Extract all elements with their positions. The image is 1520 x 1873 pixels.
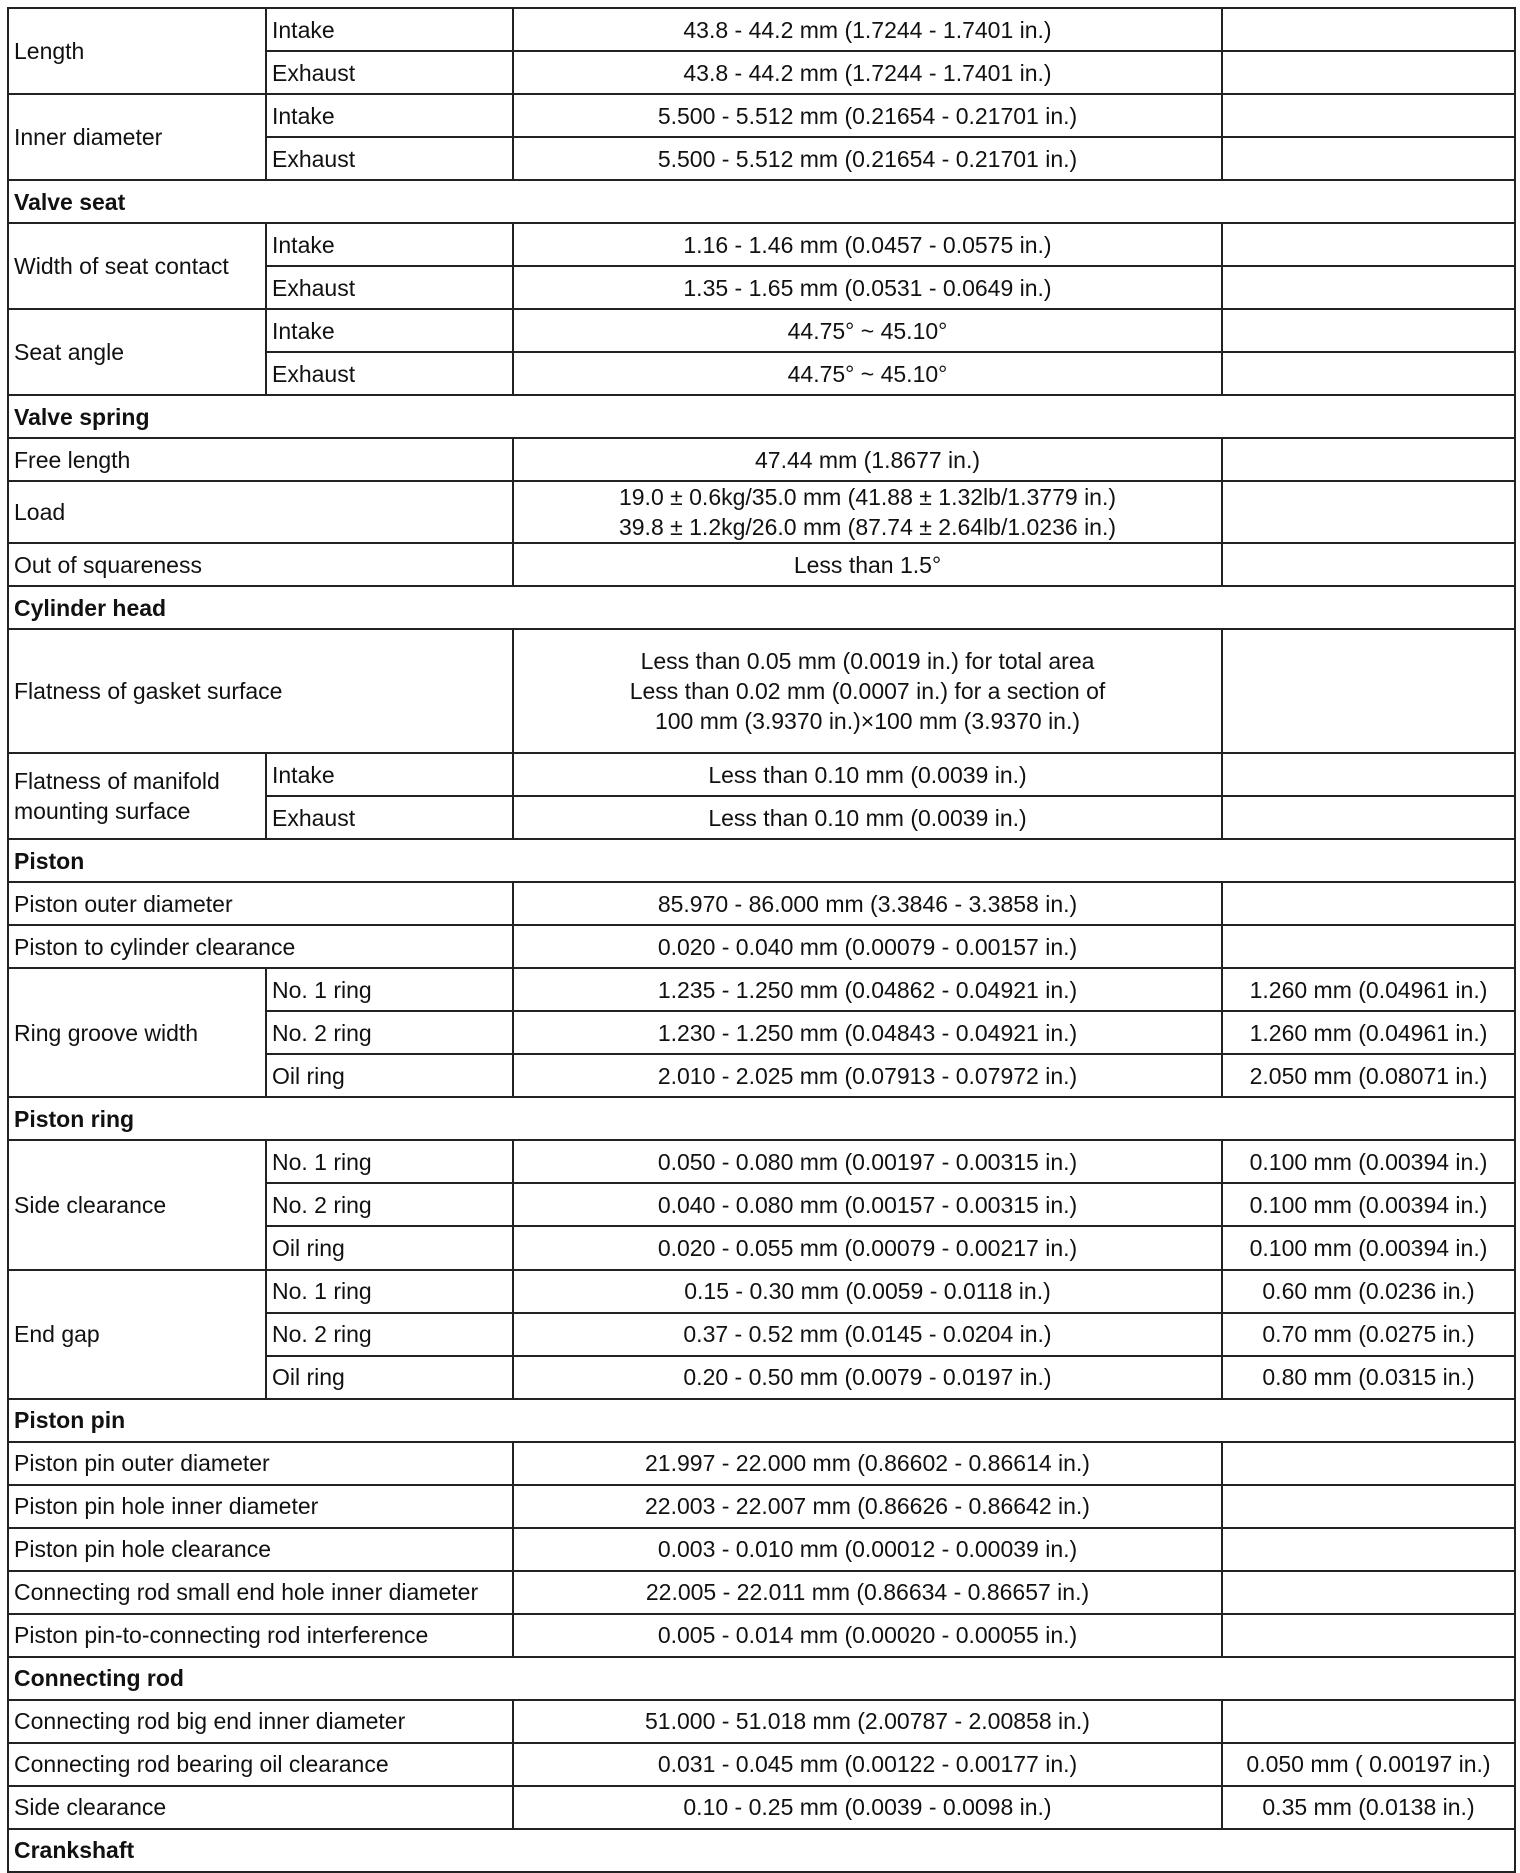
section-heading: Connecting rod — [8, 1657, 1515, 1700]
spec-value: 44.75° ~ 45.10° — [513, 309, 1222, 352]
spec-value: 5.500 - 5.512 mm (0.21654 - 0.21701 in.) — [513, 137, 1222, 180]
spec-limit — [1222, 1485, 1515, 1528]
section-heading: Cylinder head — [8, 586, 1515, 629]
spec-limit — [1222, 1571, 1515, 1614]
spec-sublabel: Exhaust — [266, 51, 513, 94]
spec-sublabel: Intake — [266, 8, 513, 51]
spec-limit — [1222, 882, 1515, 925]
table-row — [8, 1528, 1515, 1571]
spec-value: 1.16 - 1.46 mm (0.0457 - 0.0575 in.) — [513, 223, 1222, 266]
spec-limit — [1222, 1700, 1515, 1743]
table-row — [8, 94, 1515, 137]
section-heading: Valve seat — [8, 180, 1515, 223]
spec-label: Seat angle — [8, 309, 266, 395]
spec-value: 47.44 mm (1.8677 in.) — [513, 438, 1222, 481]
section-row-cylinder-head — [8, 586, 1515, 629]
spec-limit — [1222, 1528, 1515, 1571]
spec-label: Inner diameter — [8, 94, 266, 180]
spec-label: Piston pin outer diameter — [8, 1442, 513, 1485]
spec-limit: 0.80 mm (0.0315 in.) — [1222, 1356, 1515, 1399]
spec-value: 5.500 - 5.512 mm (0.21654 - 0.21701 in.) — [513, 94, 1222, 137]
spec-value: Less than 0.10 mm (0.0039 in.) — [513, 796, 1222, 839]
spec-value: 1.35 - 1.65 mm (0.0531 - 0.0649 in.) — [513, 266, 1222, 309]
spec-limit: 0.100 mm (0.00394 in.) — [1222, 1183, 1515, 1226]
spec-limit: 0.100 mm (0.00394 in.) — [1222, 1140, 1515, 1183]
spec-limit — [1222, 796, 1515, 839]
spec-limit — [1222, 352, 1515, 395]
spec-sublabel: Intake — [266, 753, 513, 796]
spec-label: Load — [8, 481, 513, 543]
spec-sublabel: Intake — [266, 223, 513, 266]
spec-value: 1.235 - 1.250 mm (0.04862 - 0.04921 in.) — [513, 968, 1222, 1011]
spec-label: Side clearance — [8, 1786, 513, 1829]
spec-limit — [1222, 1614, 1515, 1657]
spec-sublabel: Exhaust — [266, 266, 513, 309]
table-row — [8, 1270, 1515, 1313]
spec-limit — [1222, 94, 1515, 137]
spec-value: 0.003 - 0.010 mm (0.00012 - 0.00039 in.) — [513, 1528, 1222, 1571]
spec-value: 0.020 - 0.055 mm (0.00079 - 0.00217 in.) — [513, 1226, 1222, 1269]
table-row — [8, 1140, 1515, 1183]
spec-value: 1.230 - 1.250 mm (0.04843 - 0.04921 in.) — [513, 1011, 1222, 1054]
table-row — [8, 753, 1515, 796]
spec-limit: 1.260 mm (0.04961 in.) — [1222, 968, 1515, 1011]
spec-label: Piston to cylinder clearance — [8, 925, 513, 968]
spec-limit: 0.70 mm (0.0275 in.) — [1222, 1313, 1515, 1356]
spec-label: Piston pin-to-connecting rod interference — [8, 1614, 513, 1657]
table-row — [8, 1571, 1515, 1614]
spec-label: Flatness of manifold mounting surface — [8, 753, 266, 839]
table-row — [8, 1485, 1515, 1528]
spec-label: Connecting rod small end hole inner diameter — [8, 1571, 513, 1614]
section-row-crankshaft — [8, 1829, 1515, 1872]
spec-label: Piston pin hole clearance — [8, 1528, 513, 1571]
table-row — [8, 8, 1515, 51]
spec-limit — [1222, 1442, 1515, 1485]
table-row — [8, 925, 1515, 968]
spec-limit — [1222, 266, 1515, 309]
spec-sublabel: Exhaust — [266, 137, 513, 180]
spec-limit: 0.050 mm ( 0.00197 in.) — [1222, 1743, 1515, 1786]
spec-value: 0.020 - 0.040 mm (0.00079 - 0.00157 in.) — [513, 925, 1222, 968]
table-row — [8, 968, 1515, 1011]
spec-sublabel: No. 2 ring — [266, 1183, 513, 1226]
spec-sublabel: No. 2 ring — [266, 1011, 513, 1054]
spec-value: 43.8 - 44.2 mm (1.7244 - 1.7401 in.) — [513, 51, 1222, 94]
spec-label: Side clearance — [8, 1140, 266, 1269]
spec-value: Less than 0.10 mm (0.0039 in.) — [513, 753, 1222, 796]
spec-limit — [1222, 543, 1515, 586]
spec-value: Less than 0.05 mm (0.0019 in.) for total area Less than 0.02 mm (0.0007 in.) for a section of 100 mm (3.9370 in.)×100 mm (3.9370 in.) — [513, 629, 1222, 753]
spec-sublabel: Intake — [266, 309, 513, 352]
spec-value: 0.37 - 0.52 mm (0.0145 - 0.0204 in.) — [513, 1313, 1222, 1356]
spec-limit — [1222, 137, 1515, 180]
spec-value: 0.040 - 0.080 mm (0.00157 - 0.00315 in.) — [513, 1183, 1222, 1226]
spec-label: Flatness of gasket surface — [8, 629, 513, 753]
spec-limit: 2.050 mm (0.08071 in.) — [1222, 1054, 1515, 1097]
table-row — [8, 1786, 1515, 1829]
spec-value: 44.75° ~ 45.10° — [513, 352, 1222, 395]
spec-sublabel: Intake — [266, 94, 513, 137]
spec-limit: 0.35 mm (0.0138 in.) — [1222, 1786, 1515, 1829]
spec-value: 22.005 - 22.011 mm (0.86634 - 0.86657 in.) — [513, 1571, 1222, 1614]
spec-limit: 1.260 mm (0.04961 in.) — [1222, 1011, 1515, 1054]
spec-value: 0.20 - 0.50 mm (0.0079 - 0.0197 in.) — [513, 1356, 1222, 1399]
spec-sublabel: Exhaust — [266, 352, 513, 395]
spec-value: 0.10 - 0.25 mm (0.0039 - 0.0098 in.) — [513, 1786, 1222, 1829]
table-row — [8, 309, 1515, 352]
spec-value: 21.997 - 22.000 mm (0.86602 - 0.86614 in.) — [513, 1442, 1222, 1485]
section-heading: Crankshaft — [8, 1829, 1515, 1872]
spec-value: 19.0 ± 0.6kg/35.0 mm (41.88 ± 1.32lb/1.3779 in.) 39.8 ± 1.2kg/26.0 mm (87.74 ± 2.64lb/1.0236 in.) — [513, 481, 1222, 543]
table-row — [8, 543, 1515, 586]
section-row-connecting-rod — [8, 1657, 1515, 1700]
spec-sublabel: No. 1 ring — [266, 1270, 513, 1313]
spec-sublabel: Exhaust — [266, 796, 513, 839]
table-row — [8, 1700, 1515, 1743]
specification-table — [7, 7, 1516, 1873]
spec-limit — [1222, 438, 1515, 481]
table-row — [8, 1614, 1515, 1657]
spec-value: 0.15 - 0.30 mm (0.0059 - 0.0118 in.) — [513, 1270, 1222, 1313]
table-row — [8, 438, 1515, 481]
section-row-valve-seat — [8, 180, 1515, 223]
spec-limit — [1222, 8, 1515, 51]
spec-limit — [1222, 925, 1515, 968]
spec-value: Less than 1.5° — [513, 543, 1222, 586]
section-heading: Piston ring — [8, 1097, 1515, 1140]
spec-sublabel: Oil ring — [266, 1054, 513, 1097]
spec-label: Out of squareness — [8, 543, 513, 586]
spec-label: Length — [8, 8, 266, 94]
spec-value: 0.050 - 0.080 mm (0.00197 - 0.00315 in.) — [513, 1140, 1222, 1183]
spec-label: Free length — [8, 438, 513, 481]
section-heading: Piston — [8, 839, 1515, 882]
section-row-valve-spring — [8, 395, 1515, 438]
spec-limit — [1222, 481, 1515, 543]
spec-sublabel: No. 1 ring — [266, 968, 513, 1011]
spec-sublabel: No. 2 ring — [266, 1313, 513, 1356]
spec-value: 85.970 - 86.000 mm (3.3846 - 3.3858 in.) — [513, 882, 1222, 925]
table-row — [8, 882, 1515, 925]
table-row — [8, 629, 1515, 753]
spec-limit — [1222, 629, 1515, 753]
spec-limit: 0.100 mm (0.00394 in.) — [1222, 1226, 1515, 1269]
spec-label: Connecting rod bearing oil clearance — [8, 1743, 513, 1786]
spec-sublabel: Oil ring — [266, 1356, 513, 1399]
spec-label: End gap — [8, 1270, 266, 1399]
section-heading: Valve spring — [8, 395, 1515, 438]
table-row — [8, 1743, 1515, 1786]
spec-limit: 0.60 mm (0.0236 in.) — [1222, 1270, 1515, 1313]
spec-label: Connecting rod big end inner diameter — [8, 1700, 513, 1743]
spec-label: Ring groove width — [8, 968, 266, 1097]
table-row — [8, 481, 1515, 543]
section-row-piston-ring — [8, 1097, 1515, 1140]
table-row — [8, 1442, 1515, 1485]
spec-limit — [1222, 309, 1515, 352]
spec-value: 0.031 - 0.045 mm (0.00122 - 0.00177 in.) — [513, 1743, 1222, 1786]
section-row-piston — [8, 839, 1515, 882]
spec-label: Piston outer diameter — [8, 882, 513, 925]
spec-sublabel: Oil ring — [266, 1226, 513, 1269]
spec-limit — [1222, 753, 1515, 796]
section-row-piston-pin — [8, 1399, 1515, 1442]
spec-value: 2.010 - 2.025 mm (0.07913 - 0.07972 in.) — [513, 1054, 1222, 1097]
spec-label: Width of seat contact — [8, 223, 266, 309]
spec-value: 0.005 - 0.014 mm (0.00020 - 0.00055 in.) — [513, 1614, 1222, 1657]
spec-limit — [1222, 51, 1515, 94]
spec-sublabel: No. 1 ring — [266, 1140, 513, 1183]
spec-limit — [1222, 223, 1515, 266]
spec-value: 43.8 - 44.2 mm (1.7244 - 1.7401 in.) — [513, 8, 1222, 51]
spec-value: 22.003 - 22.007 mm (0.86626 - 0.86642 in.) — [513, 1485, 1222, 1528]
section-heading: Piston pin — [8, 1399, 1515, 1442]
spec-value: 51.000 - 51.018 mm (2.00787 - 2.00858 in.) — [513, 1700, 1222, 1743]
spec-label: Piston pin hole inner diameter — [8, 1485, 513, 1528]
table-row — [8, 223, 1515, 266]
